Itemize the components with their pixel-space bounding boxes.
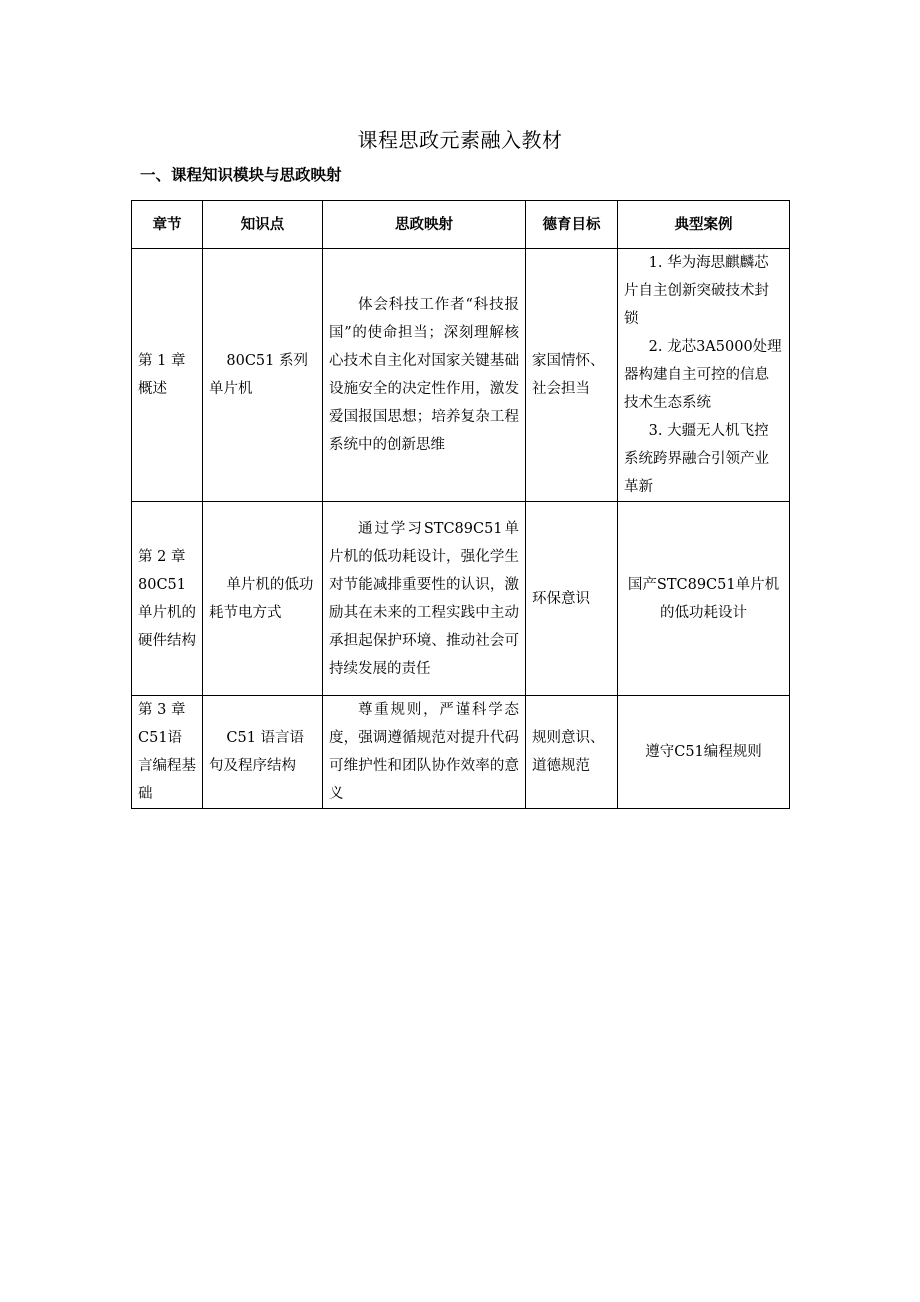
document-title: 课程思政元素融入教材 [357, 128, 563, 152]
row1-case-1: 1. 华为海思麒麟芯片自主创新突破技术封锁 [624, 255, 769, 327]
row3-chapter: 第 3 章C51语言编程基础 [132, 696, 203, 809]
row1-chapter: 第 1 章概述 [132, 249, 203, 502]
row2-mapping: 通过学习STC89C51单片机的低功耗设计，强化学生对节能减排重要性的认识，激励其在未来的工程实践中主动承担起保护环境、推动社会可持续发展的责任 [323, 502, 526, 696]
row3-case: 遵守C51编程规则 [618, 696, 790, 809]
table-header-row [132, 201, 790, 249]
mapping-table [131, 200, 790, 809]
row1-cases [618, 249, 790, 502]
header-knowledge: 知识点 [203, 201, 323, 249]
row3-knowledge-text: C51 语言语句及程序结构 [209, 730, 305, 774]
header-mapping: 思政映射 [323, 201, 526, 249]
header-chapter: 章节 [132, 201, 203, 249]
row3-knowledge [203, 696, 323, 809]
table-row [132, 502, 790, 696]
row1-goal: 家国情怀、社会担当 [526, 249, 618, 502]
section-heading: 一、课程知识模块与思政映射 [140, 166, 342, 184]
table-row [132, 696, 790, 809]
row1-case-2: 2. 龙芯3A5000处理器构建自主可控的信息技术生态系统 [624, 339, 782, 411]
row3-goal: 规则意识、道德规范 [526, 696, 618, 809]
row2-goal: 环保意识 [526, 502, 618, 696]
row1-knowledge [203, 249, 323, 502]
row1-mapping: 体会科技工作者“科技报国”的使命担当；深刻理解核心技术自主化对国家关键基础设施安全的决定性作用，激发爱国报国思想；培养复杂工程系统中的创新思维 [323, 249, 526, 502]
row1-case-3: 3. 大疆无人机飞控系统跨界融合引领产业革新 [624, 423, 769, 495]
row2-chapter: 第 2 章80C51单片机的硬件结构 [132, 502, 203, 696]
row2-knowledge [203, 502, 323, 696]
header-goal: 德育目标 [526, 201, 618, 249]
header-cases: 典型案例 [618, 201, 790, 249]
row2-knowledge-text: 单片机的低功耗节电方式 [209, 576, 314, 621]
row3-mapping: 尊重规则，严谨科学态度，强调遵循规范对提升代码可维护性和团队协作效率的意义 [323, 696, 526, 809]
table-row [132, 249, 790, 502]
row1-knowledge-text: 80C51 系列单片机 [209, 353, 308, 397]
row2-case: 国产STC89C51单片机的低功耗设计 [618, 502, 790, 696]
